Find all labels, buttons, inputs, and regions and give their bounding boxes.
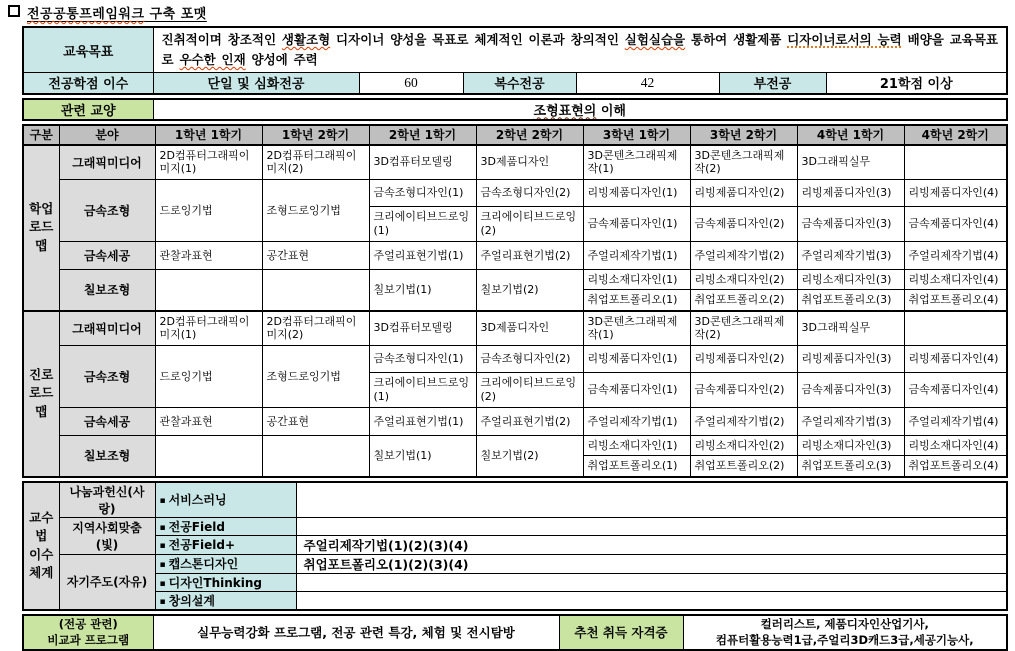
course-cell: 칠보기법(1) bbox=[369, 270, 476, 311]
course-cell: 리빙소재디자인(3) bbox=[797, 436, 904, 456]
pedagogy-item-cell: ▪ 서비스러닝 bbox=[155, 482, 296, 518]
course-cell: 리빙소재디자인(1) bbox=[583, 436, 690, 456]
credits-label-cell: 전공학점 이수 bbox=[23, 73, 153, 94]
course-cell: 주얼리제작기법(4) bbox=[904, 408, 1007, 436]
course-cell: 리빙소재디자인(4) bbox=[904, 436, 1007, 456]
liberal-arts-value-cell: 조형표현의 이해 bbox=[153, 99, 1007, 120]
course-cell bbox=[262, 270, 369, 311]
extracurricular-label-cell: (전공 관련) 비교과 프로그램 bbox=[23, 615, 153, 650]
course-cell: 금속조형디자인(2) bbox=[476, 180, 583, 207]
course-cell: 리빙소재디자인(1) bbox=[583, 270, 690, 290]
pedagogy-item-cell: ▪ 전공Field bbox=[155, 517, 296, 535]
course-cell: 금속제품디자인(4) bbox=[904, 207, 1007, 242]
field-label-cell: 금속조형 bbox=[59, 346, 155, 408]
course-cell: 칠보기법(2) bbox=[476, 436, 583, 477]
course-cell: 취업포트폴리오(3) bbox=[797, 290, 904, 311]
course-cell: 주얼리표현기법(1) bbox=[369, 242, 476, 270]
course-cell: 취업포트폴리오(4) bbox=[904, 456, 1007, 477]
course-cell: 리빙제품디자인(3) bbox=[797, 180, 904, 207]
course-cell: 크리에이티브드로잉(1) bbox=[369, 207, 476, 242]
pedagogy-group-cell: 자기주도(자유) bbox=[59, 554, 155, 610]
pedagogy-item-cell: ▪ 창의설계 bbox=[155, 591, 296, 610]
grid-header-cell: 3학년 2학기 bbox=[690, 125, 797, 145]
course-cell: 리빙소재디자인(2) bbox=[690, 436, 797, 456]
course-cell: 금속제품디자인(2) bbox=[690, 207, 797, 242]
credits-type-cell: 부전공 bbox=[719, 73, 826, 94]
grid-header-cell: 3학년 1학기 bbox=[583, 125, 690, 145]
course-cell: 리빙제품디자인(1) bbox=[583, 180, 690, 207]
course-cell: 3D제품디자인 bbox=[476, 145, 583, 180]
course-cell: 금속제품디자인(2) bbox=[690, 373, 797, 408]
course-cell: 주얼리표현기법(2) bbox=[476, 242, 583, 270]
grid-header-cell: 2학년 2학기 bbox=[476, 125, 583, 145]
goal-line-1: 진취적이며 창조적인 생활조형 디자이너 양성을 목표로 체계적인 이론과 창의적인 실험실습을 통하여 생활제품 디자이너로서의 능력 bbox=[161, 32, 902, 47]
field-label-cell: 금속세공 bbox=[59, 242, 155, 270]
course-cell: 리빙소재디자인(3) bbox=[797, 270, 904, 290]
course-cell: 조형드로잉기법 bbox=[262, 180, 369, 242]
pedagogy-title-cell: 교수법 이수 체계 bbox=[23, 482, 59, 610]
course-cell: 크리에이티브드로잉(2) bbox=[476, 207, 583, 242]
square-bullet-icon: ▪ bbox=[159, 496, 166, 506]
course-cell: 2D컴퓨터그래픽이미지(1) bbox=[155, 311, 262, 346]
cert-label-cell: 추천 취득 자격증 bbox=[559, 615, 683, 650]
course-cell: 금속제품디자인(3) bbox=[797, 207, 904, 242]
goal-label-cell: 교육목표 bbox=[23, 27, 153, 73]
page-title bbox=[8, 3, 1015, 22]
course-cell: 취업포트폴리오(1) bbox=[583, 290, 690, 311]
course-cell: 관찰과표현 bbox=[155, 242, 262, 270]
pedagogy-group-cell: 나눔과헌신(사랑) bbox=[59, 482, 155, 518]
course-cell: 3D제품디자인 bbox=[476, 311, 583, 346]
pedagogy-value-cell bbox=[296, 482, 1007, 518]
course-cell: 주얼리제작기법(2) bbox=[690, 242, 797, 270]
course-cell: 리빙제품디자인(1) bbox=[583, 346, 690, 373]
course-cell: 금속조형디자인(2) bbox=[476, 346, 583, 373]
course-cell: 리빙제품디자인(4) bbox=[904, 180, 1007, 207]
credits-type-cell: 단일 및 심화전공 bbox=[153, 73, 359, 94]
course-cell: 3D그래픽실무 bbox=[797, 145, 904, 180]
course-cell: 공간표현 bbox=[262, 408, 369, 436]
course-cell: 금속제품디자인(4) bbox=[904, 373, 1007, 408]
pedagogy-value-cell bbox=[296, 573, 1007, 591]
field-label-cell: 그래픽미디어 bbox=[59, 145, 155, 180]
course-cell: 관찰과표현 bbox=[155, 408, 262, 436]
course-cell: 리빙소재디자인(2) bbox=[690, 270, 797, 290]
course-cell: 3D콘텐츠그래픽제작(1) bbox=[583, 145, 690, 180]
pedagogy-table bbox=[22, 481, 1008, 611]
pedagogy-item-cell: ▪ 디자인Thinking bbox=[155, 573, 296, 591]
course-cell: 취업포트폴리오(4) bbox=[904, 290, 1007, 311]
course-cell bbox=[155, 436, 262, 477]
extracurricular-table bbox=[22, 614, 1008, 651]
course-cell: 2D컴퓨터그래픽이미지(2) bbox=[262, 145, 369, 180]
course-cell: 주얼리제작기법(3) bbox=[797, 408, 904, 436]
course-cell: 3D콘텐츠그래픽제작(2) bbox=[690, 145, 797, 180]
pedagogy-group-cell: 지역사회맞춤(빛) bbox=[59, 517, 155, 554]
pedagogy-value-cell bbox=[296, 517, 1007, 535]
course-cell: 취업포트폴리오(3) bbox=[797, 456, 904, 477]
field-label-cell: 칠보조형 bbox=[59, 270, 155, 311]
course-cell: 금속조형디자인(1) bbox=[369, 346, 476, 373]
course-cell: 취업포트폴리오(2) bbox=[690, 456, 797, 477]
course-cell: 크리에이티브드로잉(2) bbox=[476, 373, 583, 408]
course-cell: 3D콘텐츠그래픽제작(1) bbox=[583, 311, 690, 346]
pedagogy-item-cell: ▪ 캡스톤디자인 bbox=[155, 554, 296, 573]
course-cell: 주얼리표현기법(2) bbox=[476, 408, 583, 436]
course-cell bbox=[904, 311, 1007, 346]
grid-header-cell: 분야 bbox=[59, 125, 155, 145]
course-cell: 주얼리제작기법(1) bbox=[583, 408, 690, 436]
course-cell bbox=[904, 145, 1007, 180]
course-cell bbox=[262, 436, 369, 477]
grid-header-cell: 4학년 1학기 bbox=[797, 125, 904, 145]
square-bullet-icon: ▪ bbox=[159, 578, 166, 589]
grid-header-cell: 구분 bbox=[23, 125, 59, 145]
course-cell: 주얼리표현기법(1) bbox=[369, 408, 476, 436]
course-cell: 칠보기법(1) bbox=[369, 436, 476, 477]
credits-value-cell: 42 bbox=[576, 73, 719, 94]
field-label-cell: 칠보조형 bbox=[59, 436, 155, 477]
square-bullet-icon: ▪ bbox=[159, 596, 166, 607]
course-cell: 금속제품디자인(3) bbox=[797, 373, 904, 408]
course-cell: 3D콘텐츠그래픽제작(2) bbox=[690, 311, 797, 346]
course-cell: 3D컴퓨터모델링 bbox=[369, 145, 476, 180]
grid-header-cell: 1학년 1학기 bbox=[155, 125, 262, 145]
credits-type-cell: 복수전공 bbox=[463, 73, 576, 94]
program-cell: 실무능력강화 프로그램, 전공 관련 특강, 체험 및 전시탐방 bbox=[153, 615, 559, 650]
course-cell: 칠보기법(2) bbox=[476, 270, 583, 311]
course-cell: 취업포트폴리오(2) bbox=[690, 290, 797, 311]
course-cell: 3D컴퓨터모델링 bbox=[369, 311, 476, 346]
course-cell: 리빙제품디자인(2) bbox=[690, 180, 797, 207]
course-cell: 리빙제품디자인(3) bbox=[797, 346, 904, 373]
credits-value-cell: 21학점 이상 bbox=[826, 73, 1007, 94]
course-cell: 리빙소재디자인(4) bbox=[904, 270, 1007, 290]
course-cell: 취업포트폴리오(1) bbox=[583, 456, 690, 477]
grid-header-cell: 2학년 1학기 bbox=[369, 125, 476, 145]
checkbox-bullet-icon bbox=[8, 5, 20, 17]
course-cell: 금속제품디자인(1) bbox=[583, 207, 690, 242]
course-cell: 크리에이티브드로잉(1) bbox=[369, 373, 476, 408]
course-cell: 3D그래픽실무 bbox=[797, 311, 904, 346]
course-cell: 주얼리제작기법(4) bbox=[904, 242, 1007, 270]
course-cell: 리빙제품디자인(4) bbox=[904, 346, 1007, 373]
field-label-cell: 그래픽미디어 bbox=[59, 311, 155, 346]
goal-line-2: 배양을 교육목표로 우수한 인재 양성에 주력 bbox=[161, 32, 999, 67]
grid-header-cell: 4학년 2학기 bbox=[904, 125, 1007, 145]
cert-value-cell: 컬러리스트, 제품디자인산업기사, 컴퓨터활용능력1급,주얼리3D캐드3급,세공기능사, bbox=[683, 615, 1007, 650]
course-cell: 드로잉기법 bbox=[155, 346, 262, 408]
course-cell: 주얼리제작기법(2) bbox=[690, 408, 797, 436]
square-bullet-icon: ▪ bbox=[159, 560, 166, 570]
goal-credits-table bbox=[22, 26, 1008, 95]
field-label-cell: 금속조형 bbox=[59, 180, 155, 242]
course-cell: 주얼리제작기법(3) bbox=[797, 242, 904, 270]
course-cell: 주얼리제작기법(1) bbox=[583, 242, 690, 270]
field-label-cell: 금속세공 bbox=[59, 408, 155, 436]
course-cell: 공간표현 bbox=[262, 242, 369, 270]
pedagogy-value-cell bbox=[296, 591, 1007, 610]
course-cell: 조형드로잉기법 bbox=[262, 346, 369, 408]
pedagogy-value-cell: 취업포트폴리오(1)(2)(3)(4) bbox=[296, 554, 1007, 573]
course-cell bbox=[155, 270, 262, 311]
pedagogy-value-cell: 주얼리제작기법(1)(2)(3)(4) bbox=[296, 535, 1007, 554]
credits-value-cell: 60 bbox=[359, 73, 463, 94]
liberal-arts-label-cell: 관련 교양 bbox=[23, 99, 153, 120]
grid-header-cell: 1학년 2학기 bbox=[262, 125, 369, 145]
pedagogy-item-cell: ▪ 전공Field+ bbox=[155, 535, 296, 554]
course-cell: 금속조형디자인(1) bbox=[369, 180, 476, 207]
course-cell: 2D컴퓨터그래픽이미지(2) bbox=[262, 311, 369, 346]
course-cell: 드로잉기법 bbox=[155, 180, 262, 242]
liberal-arts-table bbox=[22, 98, 1008, 121]
roadmap-section-label: 학업 로드맵 bbox=[23, 145, 59, 311]
curriculum-table bbox=[22, 124, 1008, 478]
page-title-text: 전공공통프레임워크 구축 포맷 bbox=[27, 7, 207, 22]
course-cell: 금속제품디자인(1) bbox=[583, 373, 690, 408]
square-bullet-icon: ▪ bbox=[159, 522, 166, 533]
goal-text-cell bbox=[153, 27, 1007, 73]
course-cell: 리빙제품디자인(2) bbox=[690, 346, 797, 373]
roadmap-section-label: 진로 로드맵 bbox=[23, 311, 59, 477]
course-cell: 2D컴퓨터그래픽이미지(1) bbox=[155, 145, 262, 180]
square-bullet-icon: ▪ bbox=[159, 541, 166, 551]
